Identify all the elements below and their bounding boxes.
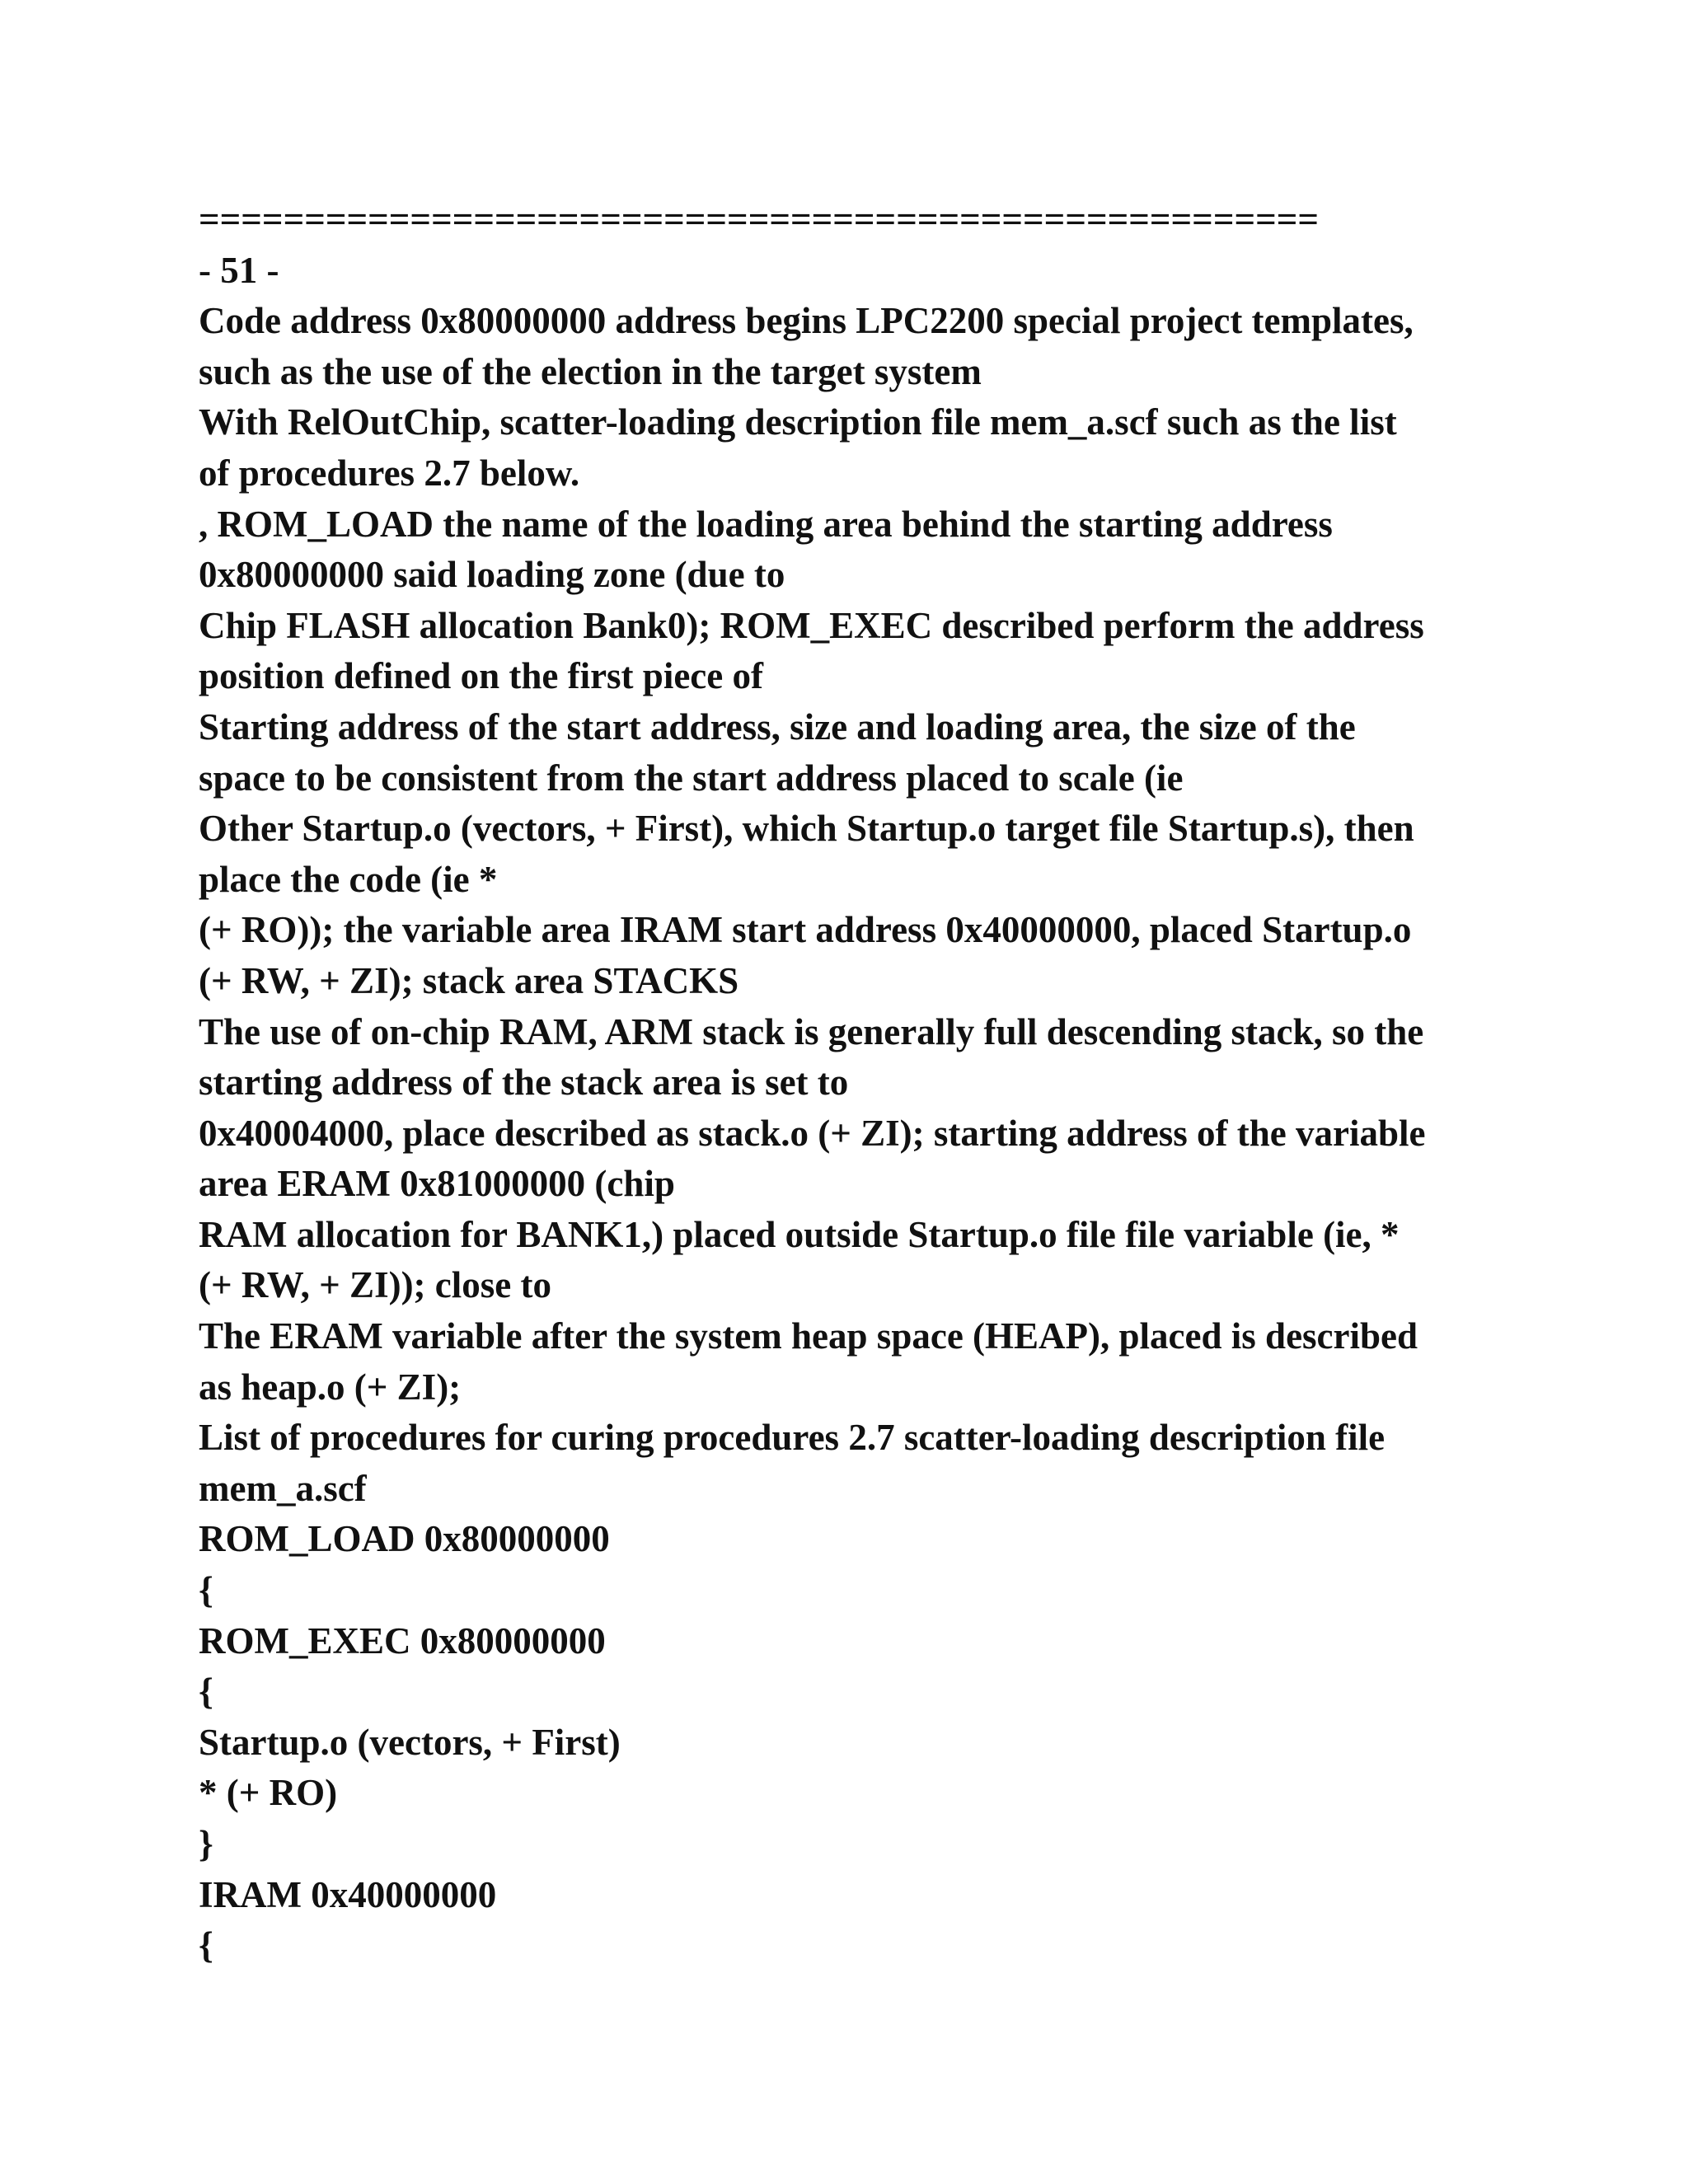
text-line: (+ RW, + ZI)); close to <box>199 1264 551 1306</box>
text-line: { <box>199 1671 213 1713</box>
text-line: { <box>199 1569 213 1611</box>
text-line: With RelOutChip, scatter-loading description file mem_a.scf such as the list <box>199 401 1397 443</box>
text-line: The ERAM variable after the system heap space (HEAP), placed is described <box>199 1315 1418 1357</box>
text-line: Code address 0x80000000 address begins LPC2200 special project templates, <box>199 300 1414 342</box>
text-line: Other Startup.o (vectors, + First), which Startup.o target file Startup.s), then <box>199 808 1414 850</box>
separator-line: ===================================================== <box>199 199 1320 240</box>
page-number: - 51 - <box>199 249 279 291</box>
text-line: Startup.o (vectors, + First) <box>199 1721 621 1763</box>
text-line: of procedures 2.7 below. <box>199 452 580 494</box>
text-line: 0x40004000, place described as stack.o (+ ZI); starting address of the variable <box>199 1112 1426 1154</box>
text-line: (+ RW, + ZI); stack area STACKS <box>199 959 739 1001</box>
text-line: List of procedures for curing procedures 2.7 scatter-loading description file <box>199 1417 1386 1459</box>
text-line: , ROM_LOAD the name of the loading area behind the starting address <box>199 503 1333 545</box>
text-line: such as the use of the election in the target system <box>199 350 982 392</box>
text-line: area ERAM 0x81000000 (chip <box>199 1163 675 1205</box>
text-line: ROM_LOAD 0x80000000 <box>199 1518 610 1560</box>
text-line: 0x80000000 said loading zone (due to <box>199 554 785 596</box>
text-line: IRAM 0x40000000 <box>199 1873 497 1915</box>
text-line: as heap.o (+ ZI); <box>199 1366 462 1408</box>
text-line: space to be consistent from the start address placed to scale (ie <box>199 757 1184 799</box>
text-line: starting address of the stack area is set to <box>199 1062 849 1104</box>
text-line: Starting address of the start address, size and loading area, the size of the <box>199 705 1356 748</box>
body-text <box>199 296 1484 1971</box>
text-line: mem_a.scf <box>199 1467 367 1509</box>
text-line: Chip FLASH allocation Bank0); ROM_EXEC described perform the address <box>199 604 1424 646</box>
text-line: { <box>199 1924 213 1966</box>
text-line: RAM allocation for BANK1,) placed outside Startup.o file file variable (ie, * <box>199 1213 1400 1255</box>
text-line: ROM_EXEC 0x80000000 <box>199 1619 606 1661</box>
text-line: place the code (ie * <box>199 858 498 900</box>
text-line: } <box>199 1823 213 1864</box>
text-line: The use of on-chip RAM, ARM stack is generally full descending stack, so the <box>199 1010 1424 1052</box>
text-line: (+ RO)); the variable area IRAM start address 0x40000000, placed Startup.o <box>199 909 1412 951</box>
page-content <box>199 194 1484 1971</box>
text-line: * (+ RO) <box>199 1772 338 1814</box>
text-line: position defined on the first piece of <box>199 655 763 697</box>
